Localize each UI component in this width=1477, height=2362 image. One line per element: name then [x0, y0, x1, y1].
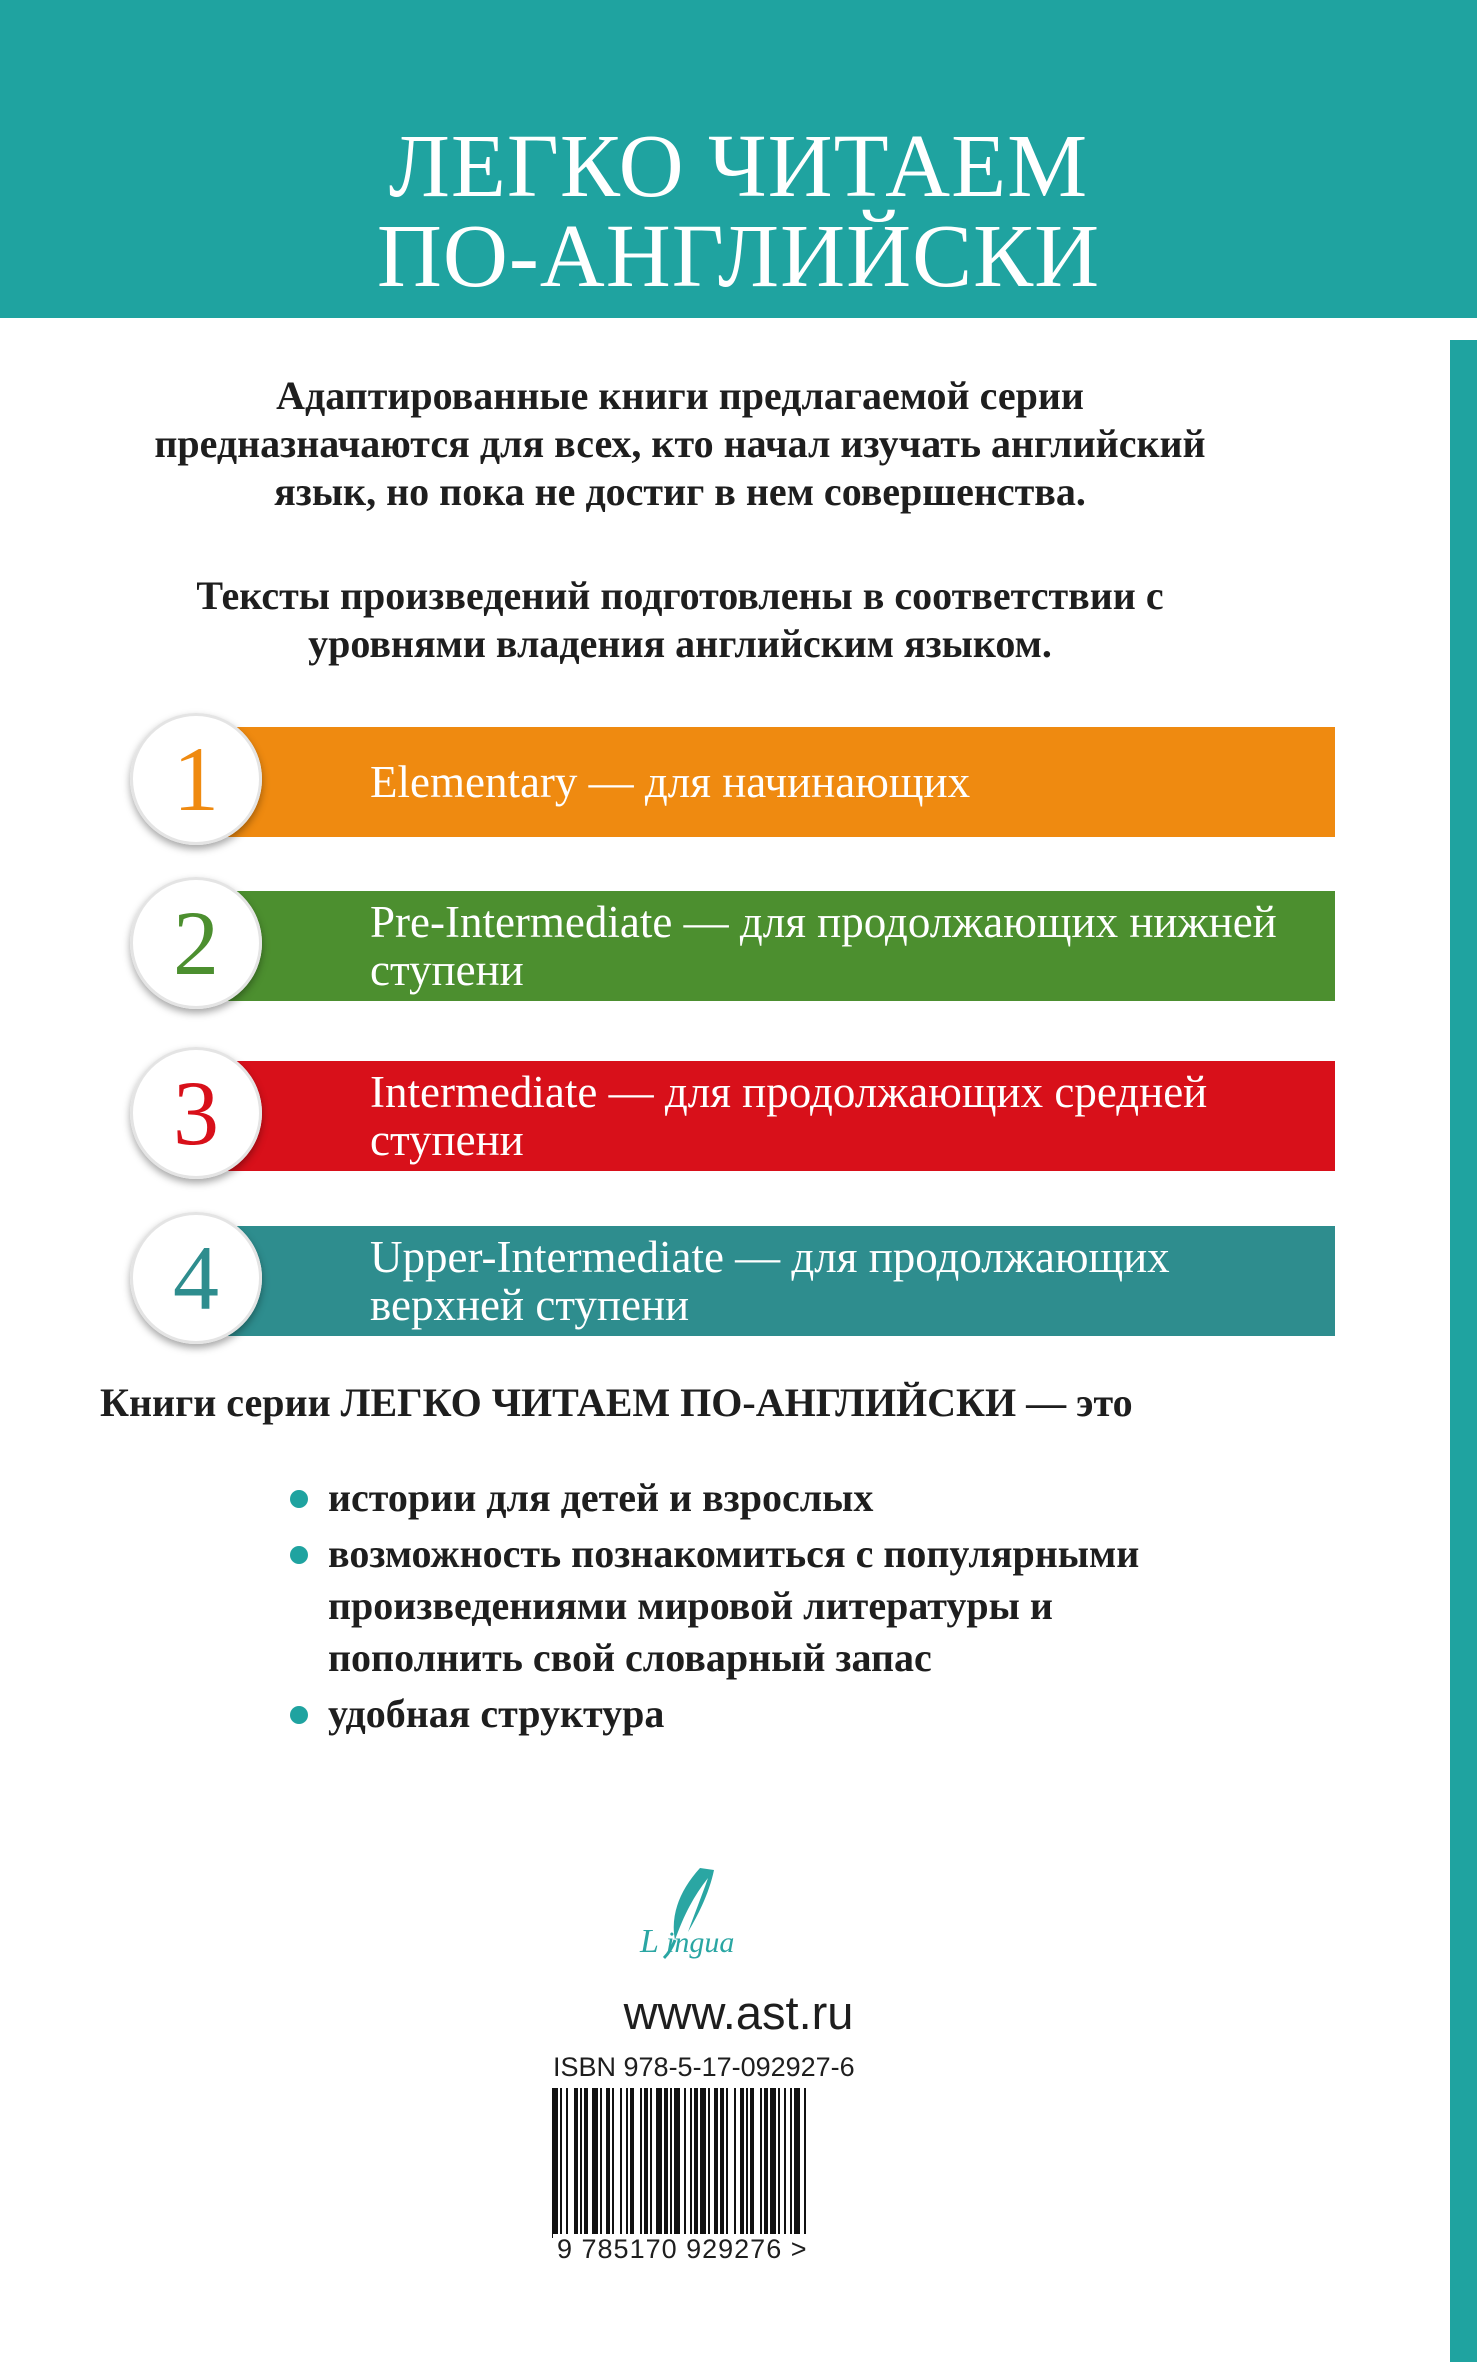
level-label: Intermediate — для продолжающих средней ступени — [370, 1067, 1208, 1165]
series-title-line2: ПО-АНГЛИЙСКИ — [376, 207, 1101, 306]
level-3 — [130, 1047, 1335, 1182]
level-label: Pre-Intermediate — для продолжающих нижней ступени — [370, 897, 1277, 995]
intro-paragraph-1: Адаптированные книги предлагаемой серии предназначаются для всех, кто начал изучать английский язык, но пока не достиг в нем совершенства. — [154, 373, 1206, 514]
publisher-url: www.ast.ru — [623, 1986, 854, 2039]
list-item-text: удобная структура — [328, 1691, 665, 1736]
level-2 — [130, 877, 1335, 1012]
list-item — [290, 1528, 1190, 1684]
spine-strip — [1450, 340, 1477, 2362]
logo-text-rest: ingua — [666, 1926, 735, 1959]
level-label: Upper-Intermediate — для продолжающих верхней ступени — [370, 1232, 1170, 1330]
level-1 — [130, 713, 1335, 848]
level-label: Elementary — для начинающих — [370, 757, 971, 807]
list-item — [290, 1688, 1190, 1740]
series-title-line1: ЛЕГКО ЧИТАЕМ — [388, 117, 1089, 216]
list-item-text: возможность познакомиться с популярными произведениями мировой литературы и пополнить свой словарный запас — [328, 1531, 1140, 1680]
list-item — [290, 1472, 1190, 1524]
bullet-dot-icon — [290, 1546, 308, 1564]
list-item-text: истории для детей и взрослых — [328, 1475, 874, 1520]
lingua-logo — [630, 1860, 800, 1970]
bullet-dot-icon — [290, 1490, 308, 1508]
barcode-digits: 9 785170 929276 > — [553, 2234, 811, 2265]
level-number-badge: 1 — [130, 713, 262, 845]
logo-text: L — [640, 1923, 659, 1960]
level-number-badge: 4 — [130, 1212, 262, 1344]
level-bar — [210, 1061, 1335, 1171]
series-title — [0, 117, 1477, 306]
barcode-bars — [548, 2088, 898, 2238]
level-4 — [130, 1212, 1335, 1347]
level-bar — [210, 1226, 1335, 1336]
level-number-badge: 2 — [130, 877, 262, 1009]
isbn-number: ISBN 978-5-17-092927-6 — [553, 2052, 855, 2082]
feature-list — [290, 1472, 1190, 1744]
bullet-dot-icon — [290, 1706, 308, 1724]
intro-paragraph-2: Тексты произведений подготовлены в соответствии с уровнями владения английским языком. — [196, 573, 1164, 666]
quill-icon — [630, 1860, 800, 1970]
barcode — [548, 2088, 898, 2304]
level-number-badge: 3 — [130, 1047, 262, 1179]
header-band — [0, 0, 1477, 318]
level-bar — [210, 727, 1335, 837]
level-bar — [210, 891, 1335, 1001]
series-description: Книги серии ЛЕГКО ЧИТАЕМ ПО-АНГЛИЙСКИ — это — [100, 1380, 1133, 1425]
